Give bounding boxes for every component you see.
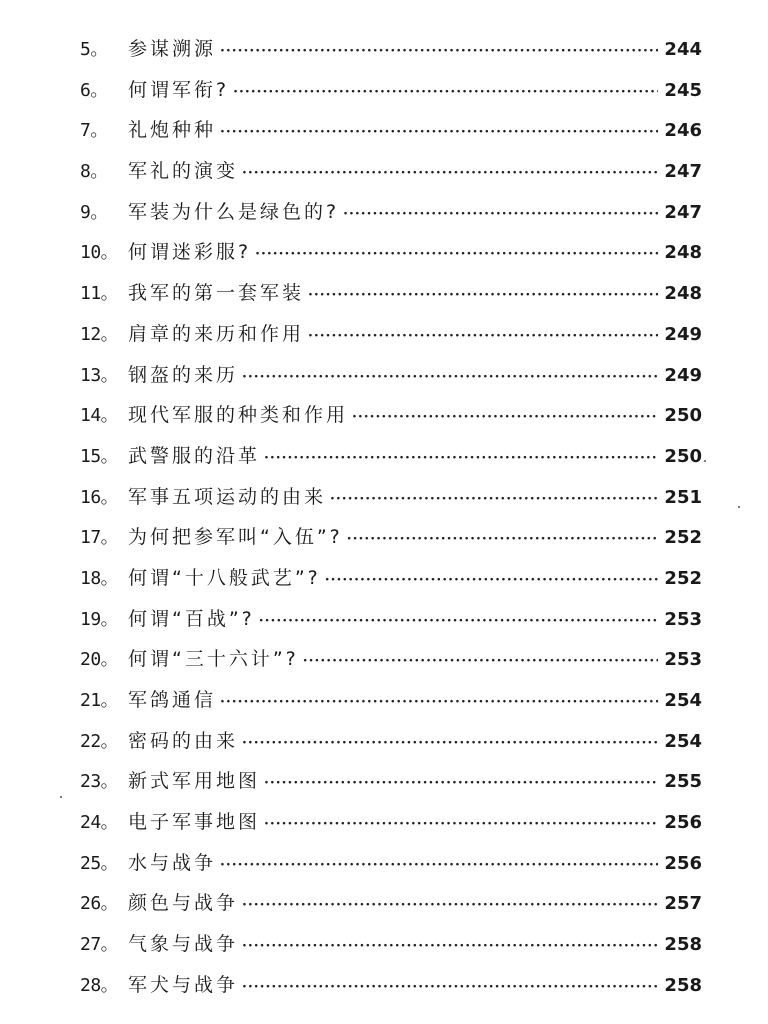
entry-number: 22。	[80, 730, 119, 752]
entry-page-number: 253	[664, 649, 702, 671]
entry-page-number: 251	[664, 486, 702, 508]
entry-number: 8。	[80, 161, 108, 183]
entry-title: 礼炮种种	[128, 119, 217, 142]
dot-leader	[308, 329, 658, 343]
toc-entry	[80, 929, 702, 970]
entry-title: 气象与战争	[128, 933, 239, 956]
entry-page-number: 248	[664, 242, 702, 264]
entry-number: 7。	[80, 120, 108, 142]
entry-title: 军装为什么是绿色的?	[128, 200, 340, 223]
toc-entry	[80, 644, 702, 685]
entry-title: 密码的由来	[128, 729, 239, 752]
dot-leader	[343, 207, 658, 221]
entry-number: 9。	[80, 201, 108, 223]
toc-entry	[80, 115, 702, 156]
entry-number: 21。	[80, 690, 119, 711]
entry-page-number: 244	[664, 39, 702, 60]
toc-entry	[80, 441, 702, 482]
entry-number: 5。	[80, 39, 108, 60]
entry-page-number: 254	[664, 690, 702, 711]
entry-title: 钢盔的来历	[128, 363, 239, 386]
entry-page-number: 249	[664, 364, 702, 386]
entry-page-number: 247	[664, 161, 702, 183]
entry-number: 26。	[80, 893, 119, 915]
entry-title: 新式军用地图	[128, 770, 261, 793]
toc-entry	[80, 360, 702, 401]
entry-page-number: 247	[664, 201, 702, 223]
entry-number: 19。	[80, 608, 119, 630]
toc-entry	[80, 766, 702, 807]
entry-number: 16。	[80, 486, 119, 508]
dot-leader	[242, 939, 658, 953]
entry-title: 肩章的来历和作用	[128, 322, 305, 345]
dot-leader	[325, 573, 658, 587]
entry-number: 24。	[80, 812, 119, 834]
toc-entry	[80, 604, 702, 645]
toc-entry	[80, 237, 702, 278]
entry-number: 23。	[80, 771, 119, 793]
entry-number: 18。	[80, 567, 119, 589]
dot-leader	[264, 776, 658, 790]
dot-leader	[264, 817, 658, 831]
dot-leader	[220, 125, 658, 139]
entry-page-number: 252	[664, 527, 702, 549]
entry-title: 为何把参军叫“入伍”?	[128, 526, 343, 549]
entry-title: 何谓“十八般武艺”?	[128, 566, 321, 589]
entry-page-number: 257	[664, 893, 702, 915]
toc-entry	[80, 75, 702, 116]
entry-page-number: 245	[664, 79, 702, 101]
toc-entry	[80, 563, 702, 604]
dot-leader	[242, 898, 658, 912]
entry-title: 军犬与战争	[128, 973, 239, 996]
dot-leader	[264, 451, 658, 465]
dot-leader	[308, 288, 658, 302]
toc-entry	[80, 156, 702, 197]
entry-page-number: 248	[664, 283, 702, 305]
entry-number: 28。	[80, 974, 119, 996]
dot-leader	[259, 614, 658, 628]
entry-number: 25。	[80, 852, 119, 874]
entry-number: 20。	[80, 649, 119, 671]
toc-entry	[80, 400, 702, 441]
entry-number: 17。	[80, 527, 119, 549]
entry-page-number: 258	[664, 974, 702, 996]
dot-leader	[303, 654, 658, 668]
entry-title: 何谓迷彩服?	[128, 241, 252, 264]
toc-entry	[80, 278, 702, 319]
entry-title: 何谓“三十六计”?	[128, 648, 299, 671]
entry-title: 现代军服的种类和作用	[128, 404, 349, 427]
entry-number: 12。	[80, 323, 119, 345]
entry-title: 参谋溯源	[128, 38, 217, 60]
entry-title: 军礼的演变	[128, 160, 239, 183]
toc-entry	[80, 522, 702, 563]
entry-page-number: 254	[664, 730, 702, 752]
entry-number: 10。	[80, 242, 119, 264]
entry-title: 军事五项运动的由来	[128, 485, 327, 508]
entry-number: 13。	[80, 364, 119, 386]
toc-entry	[80, 888, 702, 929]
entry-page-number: 246	[664, 120, 702, 142]
entry-page-number: 258	[664, 934, 702, 956]
entry-title: 何谓军衔?	[128, 78, 230, 101]
print-speck	[704, 460, 706, 462]
dot-leader	[220, 695, 658, 709]
toc-entry	[80, 807, 702, 848]
entry-number: 27。	[80, 934, 119, 956]
dot-leader	[220, 858, 658, 872]
entry-page-number: 249	[664, 323, 702, 345]
entry-page-number: 252	[664, 567, 702, 589]
entry-number: 6。	[80, 79, 108, 101]
toc-entry	[80, 319, 702, 360]
toc-entry	[80, 197, 702, 238]
entry-page-number: 250	[664, 445, 702, 467]
toc-entry	[80, 726, 702, 767]
entry-title: 水与战争	[128, 851, 217, 874]
entry-page-number: 256	[664, 812, 702, 834]
entry-number: 14。	[80, 405, 119, 427]
dot-leader	[242, 736, 658, 750]
dot-leader	[242, 166, 658, 180]
entry-title: 我军的第一套军装	[128, 282, 305, 305]
entry-title: 电子军事地图	[128, 811, 261, 834]
toc-entry	[80, 970, 702, 1011]
dot-leader	[233, 85, 658, 99]
dot-leader	[220, 44, 658, 58]
entry-title: 何谓“百战”?	[128, 607, 255, 630]
dot-leader	[255, 247, 658, 261]
toc-entry	[80, 685, 702, 726]
print-speck	[738, 506, 740, 508]
toc-entry	[80, 34, 702, 75]
entry-page-number: 256	[664, 852, 702, 874]
dot-leader	[347, 532, 658, 546]
toc-entry	[80, 482, 702, 523]
entry-title: 武警服的沿革	[128, 444, 261, 467]
dot-leader	[242, 980, 658, 994]
table-of-contents	[80, 34, 702, 1011]
dot-leader	[352, 410, 658, 424]
entry-page-number: 250	[664, 405, 702, 427]
entry-title: 军鸽通信	[128, 689, 217, 711]
print-speck	[60, 796, 62, 798]
entry-title: 颜色与战争	[128, 892, 239, 915]
dot-leader	[330, 492, 658, 506]
entry-page-number: 253	[664, 608, 702, 630]
entry-number: 11。	[80, 283, 119, 305]
toc-entry	[80, 848, 702, 889]
entry-number: 15。	[80, 445, 119, 467]
dot-leader	[242, 370, 658, 384]
entry-page-number: 255	[664, 771, 702, 793]
